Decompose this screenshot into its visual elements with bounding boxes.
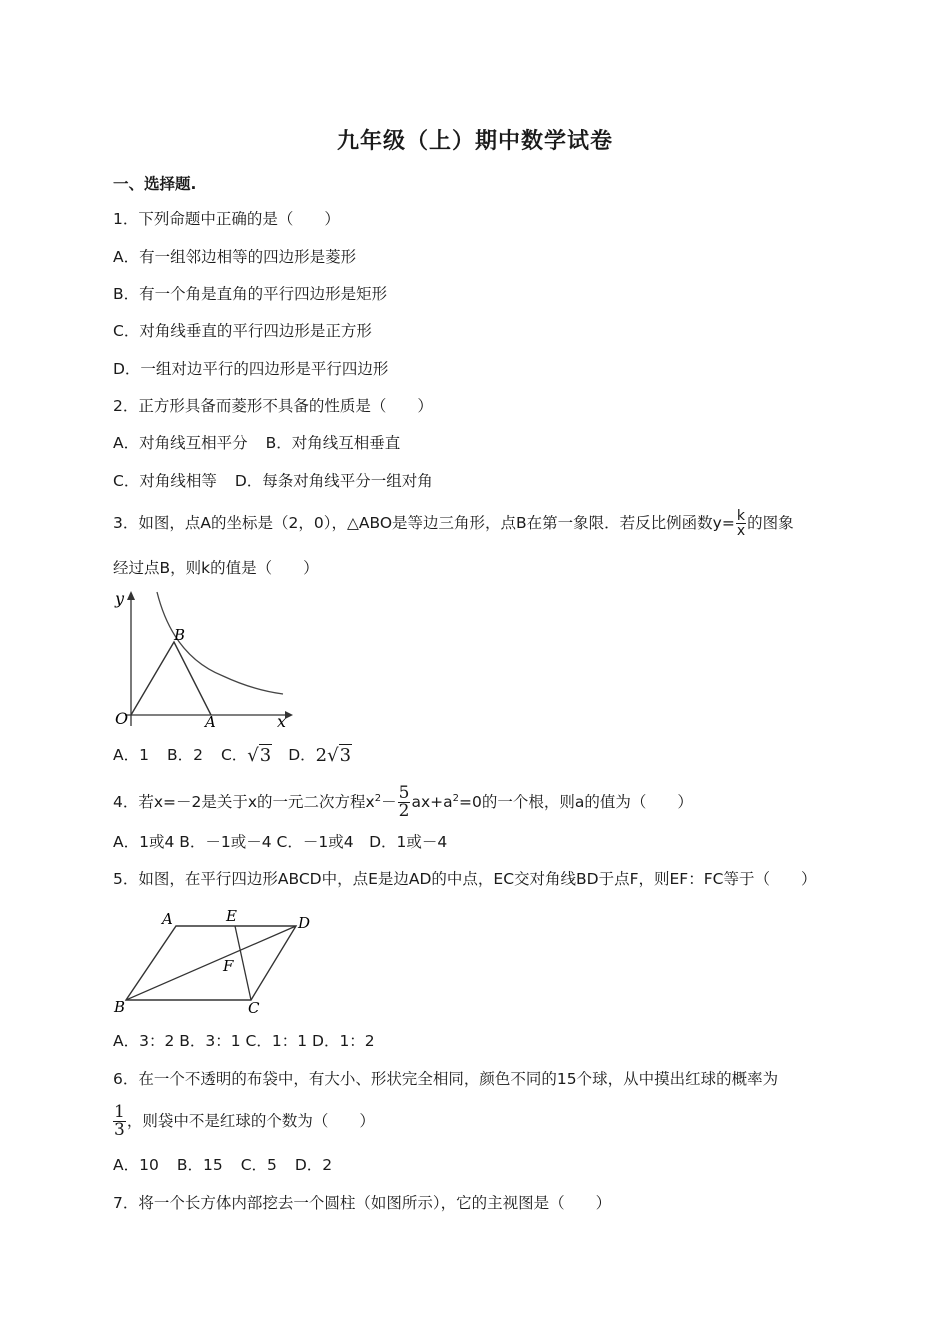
q4-stem (113, 779, 693, 822)
section-heading: 一、选择题. (113, 175, 197, 193)
q3-options (113, 743, 352, 768)
q3-stem-line2: 经过点B，则k的值是（ ） (113, 559, 319, 577)
q1-stem: 1．下列命题中正确的是（ ） (113, 210, 340, 228)
q6-options (113, 1155, 332, 1175)
q3-option-d: D． (288, 746, 316, 764)
q6-stem-line2: ，则袋中不是红球的个数为（ ） (126, 1112, 375, 1130)
q2-option-d: D．每条对角线平分一组对角 (234, 472, 433, 490)
q1-option-c: C．对角线垂直的平行四边形是正方形 (113, 322, 372, 340)
q4-stem-part2: ax+a (411, 793, 453, 812)
q6-option-c: C．5 (240, 1156, 277, 1174)
q4-options: A．1或4 B．－1或－4 C．－1或4 D．1或－4 (113, 833, 448, 851)
q6-stem-line1: 6．在一个不透明的布袋中，有大小、形状完全相同，颜色不同的15个球，从中摸出红球的概率为 (113, 1070, 779, 1088)
q3-triangle-abo (131, 642, 211, 715)
q4-stem-part3: =0的一个根，则a的值为（ ） (459, 793, 693, 812)
q3-x-axis-arrow (285, 711, 293, 719)
q3-fraction-k-over-x: $\frac{k}{x}$ (736, 508, 746, 539)
q5-label-b: B (114, 998, 126, 1014)
q5-label-c: C (248, 999, 260, 1014)
q6-option-a: A．10 (113, 1156, 159, 1174)
q5-label-e: E (226, 907, 237, 925)
q5-label-a: A (162, 910, 173, 928)
q5-stem: 5．如图，在平行四边形ABCD中，点E是边AD的中点，EC交对角线BD于点F，则EF：FC等于（ ） (113, 870, 817, 888)
q1-option-d: D．一组对边平行的四边形是平行四边形 (113, 360, 389, 378)
q4-stem-part1: 4．若x=－2是关于x的一元二次方程x (113, 793, 375, 812)
q1-option-a: A．有一组邻边相等的四边形是菱形 (113, 248, 357, 266)
q3-label-x: x (277, 712, 287, 730)
q6-stem-line2-row (113, 1100, 375, 1142)
q3-stem-part2: 的图象 (747, 514, 794, 532)
q3-option-c-sqrt: √3 (247, 744, 272, 766)
q2-option-a: A．对角线互相平分 (113, 434, 248, 452)
q2-option-c: C．对角线相等 (113, 472, 217, 490)
q5-options: A．3：2 B．3：1 C．1：1 D．1：2 (113, 1032, 375, 1050)
q3-option-d-sqrt: 2√3 (315, 744, 352, 766)
q6-fraction-1-over-3: $\frac{1}{3}$ (114, 1102, 125, 1140)
q3-option-a: A．1 (113, 746, 149, 764)
q5-label-d: D (298, 914, 311, 932)
q3-label-a: A (205, 713, 216, 730)
q4-minus: － (381, 793, 397, 812)
q2-options-row1 (113, 433, 400, 453)
q3-stem (113, 506, 794, 540)
q3-label-o: O (115, 709, 129, 728)
q3-y-axis-arrow (127, 591, 135, 600)
q1-option-b: B．有一个角是直角的平行四边形是矩形 (113, 285, 388, 303)
q4-sup1: 2 (374, 793, 382, 804)
q3-label-b: B (174, 626, 186, 644)
q6-option-b: B．15 (176, 1156, 223, 1174)
q2-stem: 2．正方形具备而菱形不具备的性质是（ ） (113, 397, 433, 415)
q4-sup2: 2 (452, 793, 459, 804)
q2-option-b: B．对角线互相垂直 (265, 434, 401, 452)
q3-label-y: y (115, 589, 125, 608)
q5-label-f: F (223, 957, 234, 975)
q5-segment-ec (235, 926, 251, 1000)
q6-option-d: D．2 (294, 1156, 333, 1174)
q5-figure (113, 904, 313, 1014)
q3-option-b: B．2 (166, 746, 203, 764)
q3-stem-part1: 3．如图，点A的坐标是（2，0），△ABO是等边三角形，点B在第一象限．若反比例函数y= (113, 514, 735, 532)
q2-options-row2 (113, 471, 433, 491)
q3-option-c: C． (220, 746, 248, 764)
q3-figure (113, 586, 293, 730)
q4-fraction-5-over-2: $\frac{5}{2}$ (398, 783, 410, 822)
q7-stem: 7．将一个长方体内部挖去一个圆柱（如图所示），它的主视图是（ ） (113, 1194, 612, 1212)
page-title: 九年级（上）期中数学试卷 (336, 129, 613, 154)
